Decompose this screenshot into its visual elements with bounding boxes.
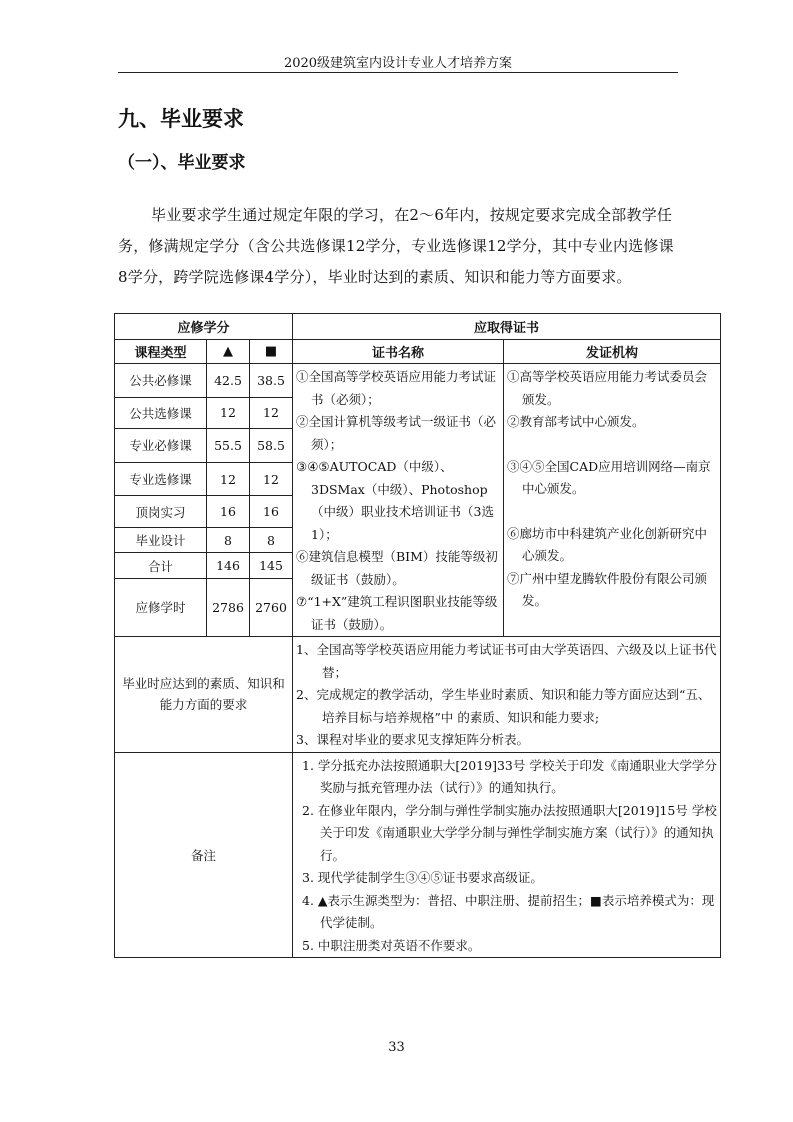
cert-issuer-item: ⑦广州中望龙腾软件股份有限公司颁发。 (507, 570, 708, 608)
credit-square-cell: 145 (250, 553, 293, 579)
notes-label: 备注 (115, 752, 293, 958)
credit-triangle-cell: 12 (207, 397, 250, 428)
credit-triangle-cell: 146 (207, 553, 250, 579)
note-item: 1. 学分抵充办法按照通职大[2019]33号 学校关于印发《南通职业大学学分奖励与抵充管理办法（试行）》的通知执行。 (302, 757, 717, 795)
col-square: ■ (250, 340, 293, 364)
credit-square-cell: 38.5 (250, 364, 293, 398)
section-title: 九、毕业要求 (118, 107, 244, 131)
grad-req-item: 3、课程对毕业的要求见支撑矩阵分析表。 (296, 732, 529, 747)
cert-issuer-item: ②教育部考试中心颁发。 (507, 414, 645, 429)
cert-name-item: ⑦“1+X”建筑工程识图职业技能等级证书（鼓励）。 (296, 594, 498, 632)
note-item: 4. ▲表示生源类型为：普招、中职注册、提前招生；■表示培养模式为：现代学徒制。 (302, 892, 715, 930)
course-type-cell: 应修学时 (115, 578, 207, 636)
credit-square-cell: 12 (250, 462, 293, 496)
credit-square-cell: 58.5 (250, 429, 293, 463)
course-type-cell: 顶岗实习 (115, 496, 207, 527)
credit-square-cell: 12 (250, 397, 293, 428)
grad-req-item: 1、全国高等学校英语应用能力考试证书可由大学英语四、六级及以上证书代替； (296, 642, 717, 680)
credit-square-cell: 16 (250, 496, 293, 527)
course-type-cell: 专业选修课 (115, 462, 207, 496)
course-type-cell: 毕业设计 (115, 527, 207, 553)
page-number: 33 (388, 1040, 405, 1055)
credit-triangle-cell: 12 (207, 462, 250, 496)
graduation-requirements-table (114, 313, 721, 958)
course-type-cell: 合计 (115, 553, 207, 579)
col-issuer: 发证机构 (504, 340, 721, 364)
cert-name-item: ②全国计算机等级考试一级证书（必须）； (296, 414, 497, 452)
credit-triangle-cell: 2786 (207, 578, 250, 636)
cert-issuer-item: ⑥廊坊市中科建筑产业化创新研究中心颁发。 (507, 525, 708, 563)
course-type-cell: 公共必修课 (115, 364, 207, 398)
credit-triangle-cell: 16 (207, 496, 250, 527)
credit-triangle-cell: 55.5 (207, 429, 250, 463)
subsection-title: （一）、毕业要求 (118, 153, 246, 173)
credit-square-cell: 8 (250, 527, 293, 553)
course-type-cell: 公共选修课 (115, 397, 207, 428)
note-item: 3. 现代学徒制学生③④⑤证书要求高级证。 (302, 870, 543, 885)
grad-req-item: 2、完成规定的教学活动，学生毕业时素质、知识和能力等方面应达到“五、培养目标与培养规格”中 的素质、知识和能力要求; (296, 687, 711, 725)
notes-cell (293, 752, 721, 958)
credits-header: 应修学分 (115, 314, 293, 340)
running-header: 2020级建筑室内设计专业人才培养方案 (283, 56, 513, 71)
note-item: 2. 在修业年限内，学分制与弹性学制实施办法按照通职大[2019]15号 学校关于印发《南通职业大学学分制与弹性学制实施方案（试行）》的通知执行。 (302, 802, 717, 863)
cert-issuer-item: ③④⑤全国CAD应用培训网络—南京中心颁发。 (507, 458, 711, 496)
intro-paragraph: 毕业要求学生通过规定年限的学习，在2～6年内，按规定要求完成全部教学任务，修满规定学分（含公共选修课12学分，专业选修课12学分，其中专业内选修课8学分，跨学院选修课4学分），毕业时达到的素质、知识和能力等方面要求。 (118, 206, 674, 286)
credit-triangle-cell: 8 (207, 527, 250, 553)
cert-name-item: ③④⑤AUTOCAD（中级）、3DSMax（中级）、Photoshop（中级）职业技术培训证书（3选1）； (296, 459, 494, 542)
cert-issuer-item: ①高等学校英语应用能力考试委员会颁发。 (507, 369, 708, 407)
cert-name-item: ⑥建筑信息模型（BIM）技能等级初级证书（鼓励）。 (296, 549, 498, 587)
grad-req-label: 毕业时应达到的素质、知识和能力方面的要求 (115, 637, 293, 753)
cert-issuers-cell (504, 364, 721, 637)
credit-square-cell: 2760 (250, 578, 293, 636)
note-item: 5. 中职注册类对英语不作要求。 (302, 937, 481, 953)
col-cert-name: 证书名称 (293, 340, 504, 364)
credit-triangle-cell: 42.5 (207, 364, 250, 398)
cert-name-item: ①全国高等学校英语应用能力考试证书（必须）； (296, 369, 497, 407)
col-triangle: ▲ (207, 340, 250, 364)
grad-req-cell (293, 637, 721, 753)
header-rule (118, 72, 678, 73)
col-course-type: 课程类型 (115, 340, 207, 364)
course-type-cell: 专业必修课 (115, 429, 207, 463)
cert-names-cell (293, 364, 504, 637)
certs-header: 应取得证书 (293, 314, 721, 340)
